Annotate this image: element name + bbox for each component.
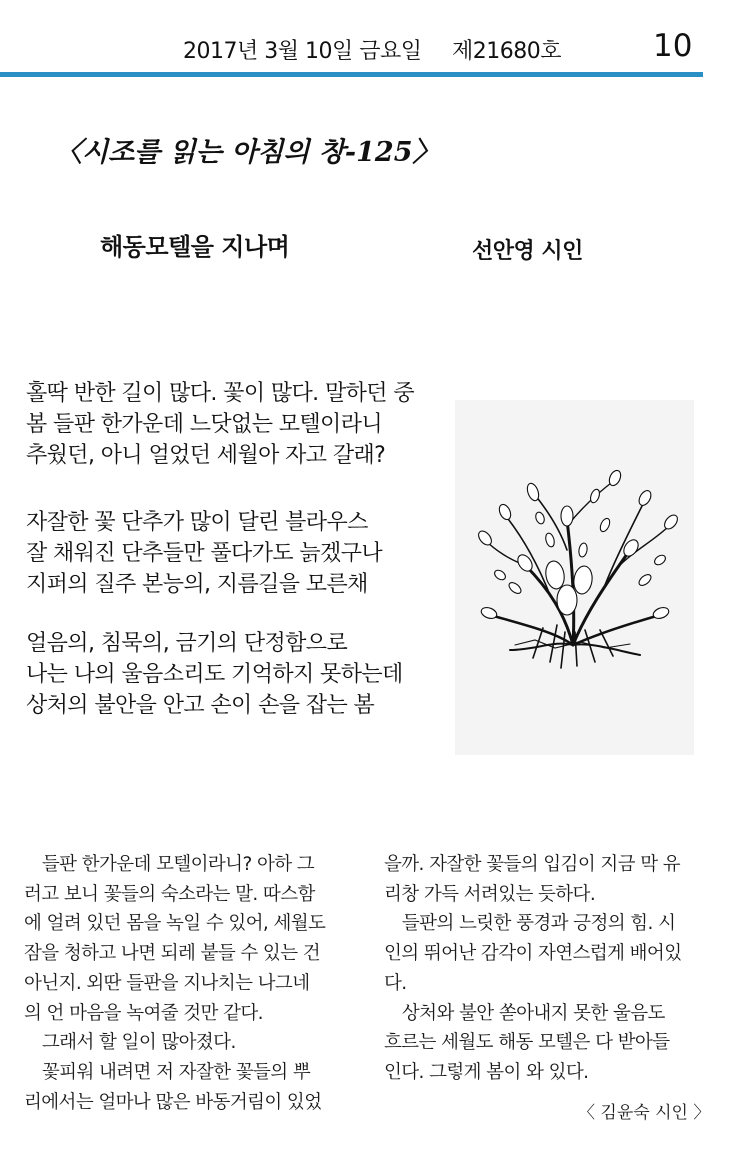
commentary-line: 인다. 그렇게 봄이 와 있다. (384, 1061, 589, 1083)
poem-line: 홀딱 반한 길이 많다. 꽃이 많다. 말하던 중 (26, 381, 414, 406)
commentary-left-column (24, 850, 346, 1117)
commentary-line: 꽃피워 내려면 저 자잘한 꽃들의 뿌 (24, 1061, 311, 1083)
commentary-byline: 〈 김윤숙 시인 〉 (578, 1103, 711, 1123)
commentary-right-column (384, 850, 706, 1088)
series-title: 〈시조를 읽는 아침의 창-125〉 (55, 137, 440, 168)
commentary-line: 잠을 청하고 나면 되레 붙들 수 있는 건 (24, 943, 321, 965)
commentary-line: 상처와 불안 쏟아내지 못한 울음도 (384, 1002, 665, 1024)
commentary-line: 인의 뛰어난 감각이 자연스럽게 배어있 (384, 943, 682, 965)
issue-number: 제21680호 (452, 39, 561, 64)
commentary-line: 아닌지. 외딴 들판을 지나치는 나그네 (24, 972, 310, 994)
commentary-line: 들판 한가운데 모텔이라니? 아하 그 (24, 854, 315, 875)
commentary-line: 에 얼려 있던 몸을 녹일 수 있어, 세월도 (24, 913, 326, 935)
issue-date: 2017년 3월 10일 금요일 (183, 39, 422, 64)
flower-shrub-illustration (455, 400, 694, 755)
shrub-drawing-icon (455, 400, 694, 755)
commentary-line: 흐르는 세월도 해동 모텔은 다 받아들 (384, 1032, 670, 1054)
commentary-line: 다. (384, 972, 407, 994)
newspaper-header (0, 0, 753, 80)
poem-title: 해동모텔을 지나며 (100, 233, 290, 261)
poem-stanza-1 (26, 378, 426, 471)
poem-line: 추웠던, 아니 얼었던 세월아 자고 갈래? (26, 443, 386, 468)
poem-stanza-3 (26, 628, 426, 721)
page-number: 10 (653, 28, 693, 64)
commentary-line: 러고 보니 꽃들의 숙소라는 말. 따스함 (24, 883, 315, 905)
commentary-line: 의 언 마음을 녹여줄 것만 같다. (24, 1002, 263, 1024)
poem-line: 자잘한 꽃 단추가 많이 달린 블라우스 (26, 510, 368, 535)
commentary-line: 리에서는 얼마나 많은 바동거림이 있었 (24, 1091, 322, 1113)
poem-line: 지퍼의 질주 본능의, 지름길을 모른채 (26, 572, 368, 597)
poet-name: 선안영 시인 (472, 239, 583, 264)
header-rule (0, 72, 703, 77)
poem-line: 상처의 불안을 안고 손이 손을 잡는 봄 (26, 693, 375, 718)
poem-line: 얼음의, 침묵의, 금기의 단정함으로 (26, 631, 348, 656)
poem-line: 잘 채워진 단추들만 풀다가도 늙겠구나 (26, 541, 383, 566)
commentary-line: 그래서 할 일이 많아졌다. (24, 1032, 236, 1054)
commentary-line: 을까. 자잘한 꽃들의 입김이 지금 막 유 (384, 854, 681, 875)
poem-line: 봄 들판 한가운데 느닷없는 모텔이라니 (26, 412, 383, 437)
commentary-line: 들판의 느릿한 풍경과 긍정의 힘. 시 (384, 913, 676, 935)
poem-line: 나는 나의 울음소리도 기억하지 못하는데 (26, 662, 403, 687)
commentary-line: 리창 가득 서려있는 듯하다. (384, 883, 596, 905)
poem-stanza-2 (26, 507, 426, 600)
